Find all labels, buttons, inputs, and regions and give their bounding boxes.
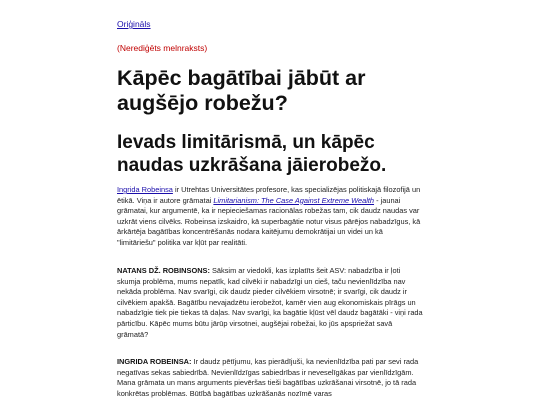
article-title: Kāpēc bagātībai jābūt ar augšējo robežu? <box>117 66 366 115</box>
author-link[interactable]: Ingrida Robeinsa <box>117 185 173 194</box>
article-subtitle: Ievads limitārismā, un kāpēc naudas uzkrāšana jāierobežo. <box>117 132 387 176</box>
interview-paragraph <box>117 357 423 399</box>
interview-text: Ir daudz pētījumu, kas pierādījuši, ka nevienlīdzība pati par sevi rada negatīvas sekas sabiedrībā. Nevienlīdzīgas sabiedrības ir neveselīgākas par vienlīdzīgām. Mana grāmata un mans arguments pievēršas tieši bagātības uzkrāšanai virsotnē, jo tā rada konkrētas problēmas. Būtībā bagātības uzkrāšanās nozīmē varas <box>117 357 419 398</box>
intro-text-1: ir Utrehtas Universitātes profesore, kas specializējas politiskajā filozofijā un ētikā. Viņa ir autore grāmatai <box>117 185 421 205</box>
interview-text: Sāksim ar viedokli, kas izplatīts šeit ASV: nabadzība ir ļoti skumja problēma, mums nepatīk, kad cilvēki ir nabadzīgi un cieš, taču nevienlīdzība nav nekāda problēma. Nav svarīgi, cik daudz pieder cilvēkiem virsotnē; ir svarīgi, cik daudz ir cilvēkiem apakšā. Bagātību nevajadzētu ierobežot, kamēr vien aug ekonomiskais pīrāgs un nabadzīgie tiek pie tiekas tā daļas. Nav svarīgi, ka bagātie kļūst vēl daudz bagātāki - viņi rada pārticību. Kāpēc mums būtu jārūp virsotnei, augšējai robežai, ko jūs apspriežat savā grāmatā? <box>117 266 423 339</box>
original-link[interactable]: Oriģināls <box>117 19 151 29</box>
interview-paragraph <box>117 266 423 340</box>
draft-note: (Nerediģēts melnraksts) <box>117 43 208 53</box>
book-title <box>213 196 374 205</box>
intro-paragraph <box>117 185 423 249</box>
book-link[interactable]: Limitarianism: The Case Against Extreme Wealth <box>213 195 375 205</box>
intro-text-2: - jaunai grāmatai, kur argumentē, ka ir nepieciešamas racionālas robežas tam, cik daudz naudas var uzkrāt viens cilvēks. Robeinsa izskaidro, kā superbagātie notur visus pārējos nabadzīgus, kā ārkārtēja bagātības koncentrēšanās nodara kaitējumu demokrātijai un videi un kā "limitāriešu" politika var kļūt par realitāti. <box>117 195 421 247</box>
speaker-label: NATANS DŽ. ROBINSONS: <box>117 266 210 275</box>
speaker-label: INGRIDA ROBEINSA: <box>117 357 192 366</box>
